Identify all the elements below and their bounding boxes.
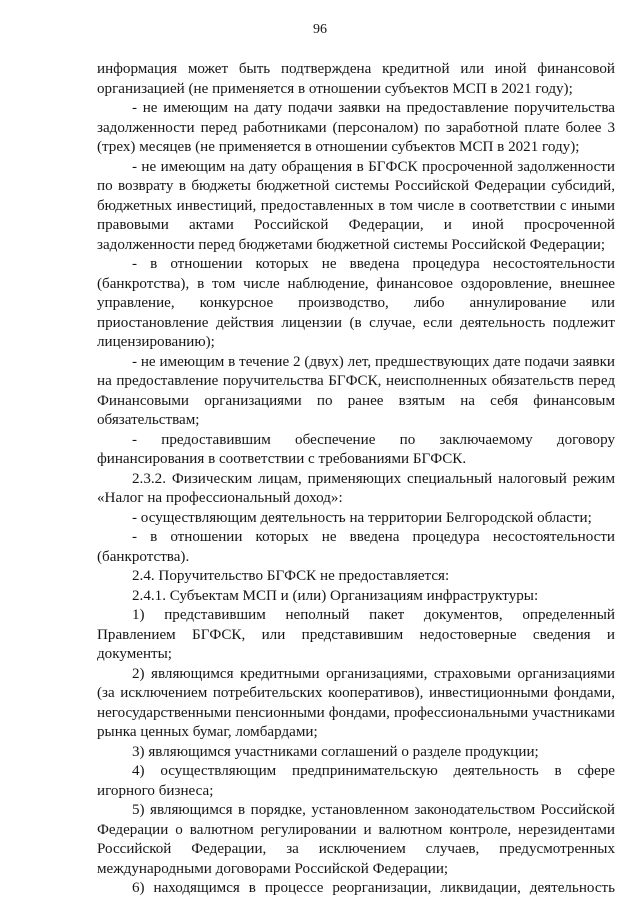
list-item-6-reorganization: 6) находящимся в процессе реорганизации, ликвидации, деятельность: [132, 880, 615, 896]
section-2-4-1-heading: 2.4.1. Субъектам МСП и (или) Организациям инфраструктуры:: [132, 587, 539, 604]
list-item-provided-collateral: - предоставившим обеспечение по заключаемому договору финансирования в соответствии с требованиями БГФСК.: [97, 431, 615, 467]
list-item-3-psa-participants: 3) являющимся участниками соглашений о разделе продукции;: [132, 743, 539, 760]
paragraph-continuation: информация может быть подтверждена кредитной или иной финансовой организацией (не применяется в отношении субъектов МСП в 2021 году);: [97, 61, 615, 97]
list-item-no-unfulfilled-obligations: - не имеющим в течение 2 (двух) лет, предшествующих дате подачи заявки на предоставление поручительства БГФСК, неисполненных обязательств перед Финансовыми организациями по ранее взятым на себя финансовым обязательствам;: [97, 353, 615, 428]
page-number: 96: [313, 22, 327, 37]
list-item-no-insolvency: - в отношении которых не введена процедура несостоятельности (банкротства), в том числе наблюдение, финансовое оздоровление, внешнее управление, конкурсное производство, либо аннулирование или приостановление действия лицензии (в случае, если деятельность подлежит лицензированию);: [97, 256, 615, 350]
list-item-4-gambling: 4) осуществляющим предпринимательскую деятельность в сфере игорного бизнеса;: [97, 763, 615, 799]
list-item-no-bankruptcy: - в отношении которых не введена процедура несостоятельности (банкротства).: [97, 529, 615, 565]
document-body: [97, 60, 615, 899]
list-item-no-budget-debt: - не имеющим на дату обращения в БГФСК просроченной задолженности по возврату в бюджеты бюджетной системы Российской Федерации субсидий, бюджетных инвестиций, предоставленных в том числе в соответствии с иными правовыми актами Российской Федерации, и иной просроченной задолженности перед бюджетами бюджетной системы Российской Федерации;: [97, 158, 615, 253]
section-2-3-2-heading: 2.3.2. Физическим лицам, применяющих специальный налоговый режим «Налог на профессиональный доход»:: [97, 470, 615, 506]
list-item-5-nonresidents: 5) являющимся в порядке, установленном законодательством Российской Федерации о валютном регулировании и валютном контроле, нерезидентами Российской Федерации, за исключением случаев, предусмотренных международными договорами Российской Федерации;: [97, 802, 615, 877]
list-item-2-financial-orgs: 2) являющимся кредитными организациями, страховыми организациями (за исключением потребительских кооперативов), инвестиционными фондами, негосударственными пенсионными фондами, профессиональными участниками рынка ценных бумаг, ломбардами;: [97, 665, 615, 740]
list-item-1-incomplete-docs: 1) представившим неполный пакет документов, определенный Правлением БГФСК, или представившим недостоверные сведения и документы;: [97, 607, 615, 662]
list-item-belgorod-activity: - осуществляющим деятельность на территории Белгородской области;: [132, 509, 592, 526]
section-2-4-heading: 2.4. Поручительство БГФСК не предоставляется:: [132, 568, 450, 584]
list-item-no-salary-debt: - не имеющим на дату подачи заявки на предоставление поручительства задолженности перед работниками (персоналом) по заработной плате более 3 (трех) месяцев (не применяется в отношении субъектов МСП в 2021 году);: [97, 100, 615, 155]
